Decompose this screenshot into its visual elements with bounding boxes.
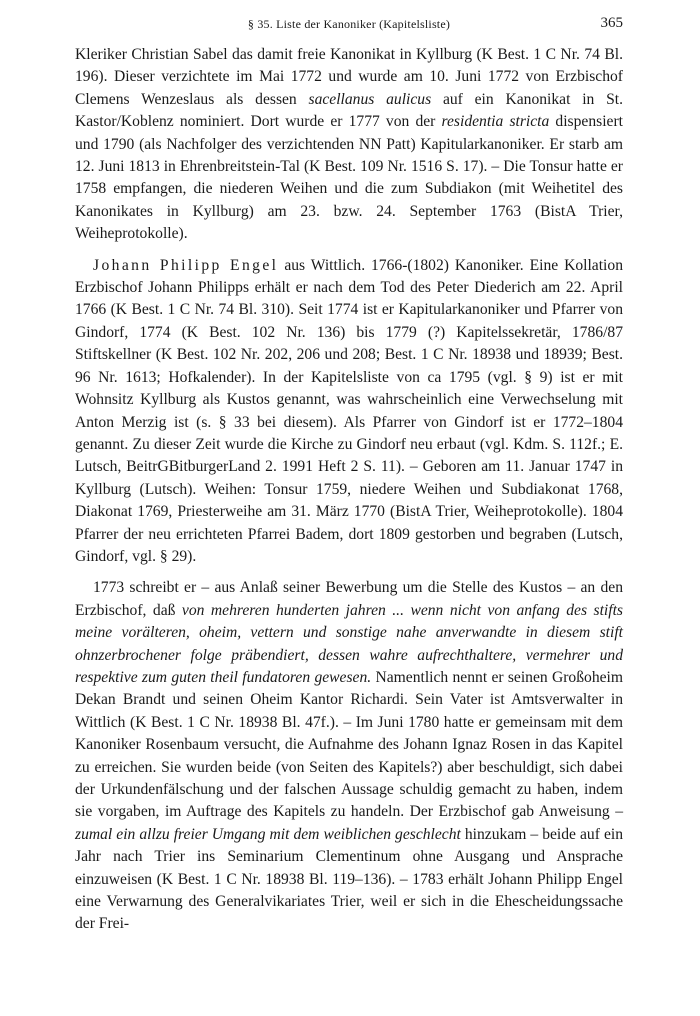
running-header: [75, 13, 623, 39]
text-run: dispensiert und 1790 (als Nachfolger des verzichtenden NN Patt) Kapitularkanoniker. Er starb am 12. Juni 1813 in Ehrenbreitstein-Tal (K Best. 109 Nr. 1516 S. 17). – Die Tonsur hatte er 1758 empfangen, die niederen Weihen und die zum Subdiakon (mit Weihetitel des Kanonikates in Kyllburg) am 23. bzw. 24. September 1763 (BistA Trier, Weiheprotokolle).: [75, 113, 623, 243]
header-title: § 35. Liste der Kanoniker (Kapitelsliste): [247, 17, 451, 31]
page-number: 365: [600, 15, 623, 31]
body-text: [75, 44, 623, 936]
text-run: hinzukam – beide auf ein Jahr nach Trier ins Seminarium Clementinum ohne Ausgang und Ansprache einzuweisen (K Best. 1 C Nr. 18938 Bl. 119–136). – 1783 erhält Johann Philipp Engel eine Verwarnung des Generalvikariates Trier, weil er sich in die Ehescheidungssache der Frei-: [75, 825, 623, 933]
italic-quote: zumal ein allzu freier Umgang mit dem weiblichen geschlecht: [75, 825, 461, 843]
text-run: 1773 schreibt er – aus Anlaß seiner Bewerbung um die Stelle des Kustos – an den Erzbischof, daß: [75, 579, 623, 619]
text-run: aus Wittlich. 1766-(1802) Kanoniker. Eine Kollation Erzbischof Johann Philipps erhält er nach dem Tod des Peter Diederich am 22. April 1766 (K Best. 1 C Nr. 74 Bl. 310). Seit 1774 ist er Kapitularkanoniker und Pfarrer von Gindorf, 1774 (K Best. 102 Nr. 136) bis 1779 (?) Kapitelssekretär, 1786/87 Stiftskellner (K Best. 102 Nr. 202, 206 und 208; Best. 1 C Nr. 18938 und 18939; Best. 96 Nr. 1613; Hofkalender). In der Kapitelsliste von ca 1795 (vgl. § 9) ist er mit Wohnsitz Kyllburg als Kustos genannt, was wahrscheinlich eine Verwechselung mit Anton Merzig ist (s. § 33 bei diesem). Als Pfarrer von Gindorf ist er 1772–1804 genannt. Zu dieser Zeit wurde die Kirche zu Gindorf neu erbaut (vgl. Kdm. S. 112f.; E. Lutsch, BeitrGBitburgerLand 2. 1991 Heft 2 S. 11). – Geboren am 11. Januar 1747 in Kyllburg (Lutsch). Weihen: Tonsur 1759, niedere Weihen und Subdiakonat 1768, Diakonat 1769, Priesterweihe am 31. März 1770 (BistA Trier, Weiheprotokolle). 1804 Pfarrer der neu errichteten Pfarrei Badem, dort 1809 gestorben und begraben (Lutsch, Gindorf, vgl. § 29).: [75, 256, 623, 565]
paragraph: [75, 577, 623, 936]
italic-quote: residentia stricta: [441, 113, 550, 131]
italic-quote: sacellanus aulicus: [308, 90, 432, 108]
paragraph: [75, 44, 623, 246]
text-run: Namentlich nennt er seinen Großoheim Dekan Brandt und seinen Oheim Kantor Richardi. Sein Vater ist Amtsverwalter in Wittlich (K Best. 1 C Nr. 18938 Bl. 47f.). – Im Juni 1780 hatte er gemeinsam mit dem Kanoniker Rosenbaum versucht, die Aufnahme des Johann Ignaz Rosen in das Kapitel zu erreichen. Sie wurden beide (von Seiten des Kapitels?) aber beschuldigt, sich dabei der Urkundenfälschung und der falschen Aussage schuldig gemacht zu haben, indem sie vorgaben, im Auftrage des Kapitels zu handeln. Der Erzbischof gab Anweisung –: [75, 668, 624, 821]
text-run: Kleriker Christian Sabel das damit freie Kanonikat in Kyllburg (K Best. 1 C Nr. 74 Bl. 196). Dieser verzichtete im Mai 1772 und wurde am 10. Juni 1772 von Erzbischof Clemens Wenzeslaus als dessen: [75, 46, 623, 108]
text-run: auf ein Kanonikat in St. Kastor/Koblenz nominiert. Dort wurde er 1777 von der: [75, 90, 623, 131]
paragraph: [75, 255, 623, 569]
italic-quote: von mehreren hunderten jahren ... wenn nicht von anfang des stifts meine vorälteren, oheim, vettern und sonstige nahe anverwandte in diesem stift ohnzerbrochener folge präbendiert, dessen wahre aufrechthaltere, vermehrer und respektive zum guten theil fundatoren gewesen.: [75, 601, 623, 686]
person-name: Johann Philipp Engel: [93, 256, 279, 274]
